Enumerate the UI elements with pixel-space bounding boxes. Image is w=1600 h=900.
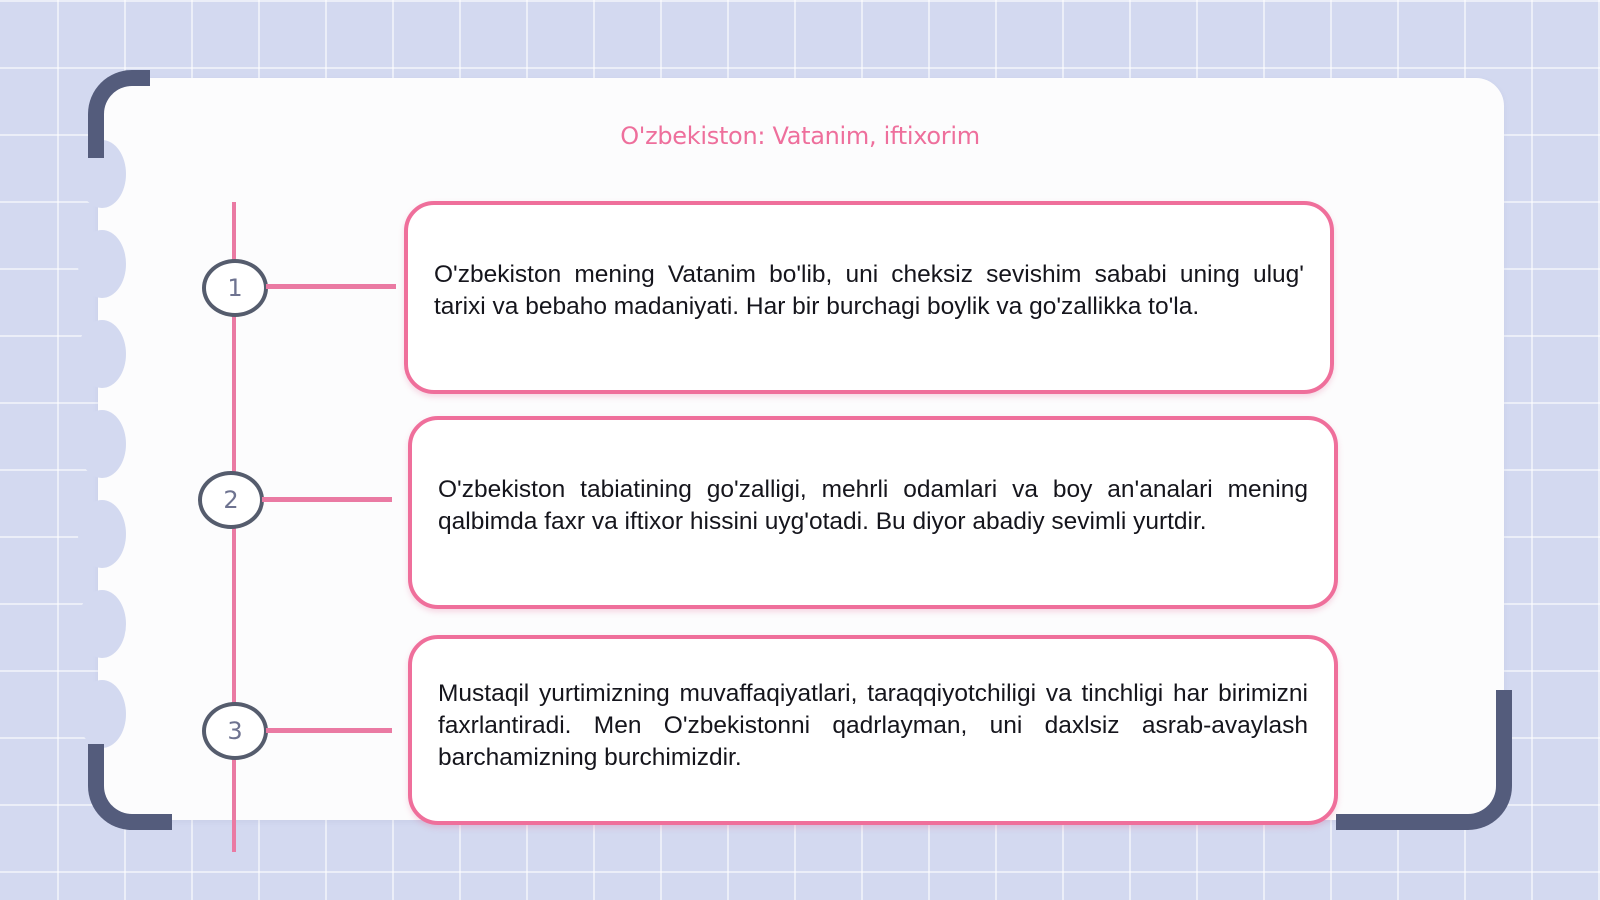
timeline-connector-1 bbox=[266, 284, 396, 289]
corner-bracket-bottom-right bbox=[1336, 690, 1512, 830]
timeline-card-text-1: O'zbekiston mening Vatanim bo'lib, uni cheksiz sevishim sababi uning ulug' tarixi va bebaho madaniyati. Har bir burchagi boylik va go'zallikka to'la. bbox=[434, 260, 1304, 320]
paper-scallop bbox=[78, 230, 126, 298]
timeline-node-1: 1 bbox=[202, 259, 268, 317]
timeline-connector-2 bbox=[262, 497, 392, 502]
timeline-card-text-3: Mustaqil yurtimizning muvaffaqiyatlari, taraqqiyotchiligi va tinchligi har birimizni faxrlantiradi. Men O'zbekistonni qadrlayman, uni daxlsiz asrab-avaylash barchamizning burchimizdir. bbox=[438, 680, 1308, 771]
timeline-card-text-2: O'zbekiston tabiatining go'zalligi, mehrli odamlari va boy an'analari mening qalbimda faxr va iftixor hissini uyg'otadi. Bu diyor abadiy sevimli yurtdir. bbox=[438, 475, 1308, 535]
paper-scallop bbox=[78, 410, 126, 478]
timeline-connector-3 bbox=[266, 728, 392, 733]
timeline-node-3: 3 bbox=[202, 702, 268, 760]
paper-scallop bbox=[78, 320, 126, 388]
slide-title: O'zbekiston: Vatanim, iftixorim bbox=[620, 122, 980, 150]
timeline-card-1 bbox=[404, 201, 1334, 394]
corner-bracket-top-left bbox=[88, 70, 150, 158]
paper-scallop bbox=[78, 590, 126, 658]
timeline-card-2 bbox=[408, 416, 1338, 609]
paper-scallop bbox=[78, 680, 126, 748]
timeline-card-3 bbox=[408, 635, 1338, 825]
timeline-node-2: 2 bbox=[198, 471, 264, 529]
paper-scallop bbox=[78, 500, 126, 568]
corner-bracket-bottom-left bbox=[88, 744, 172, 830]
